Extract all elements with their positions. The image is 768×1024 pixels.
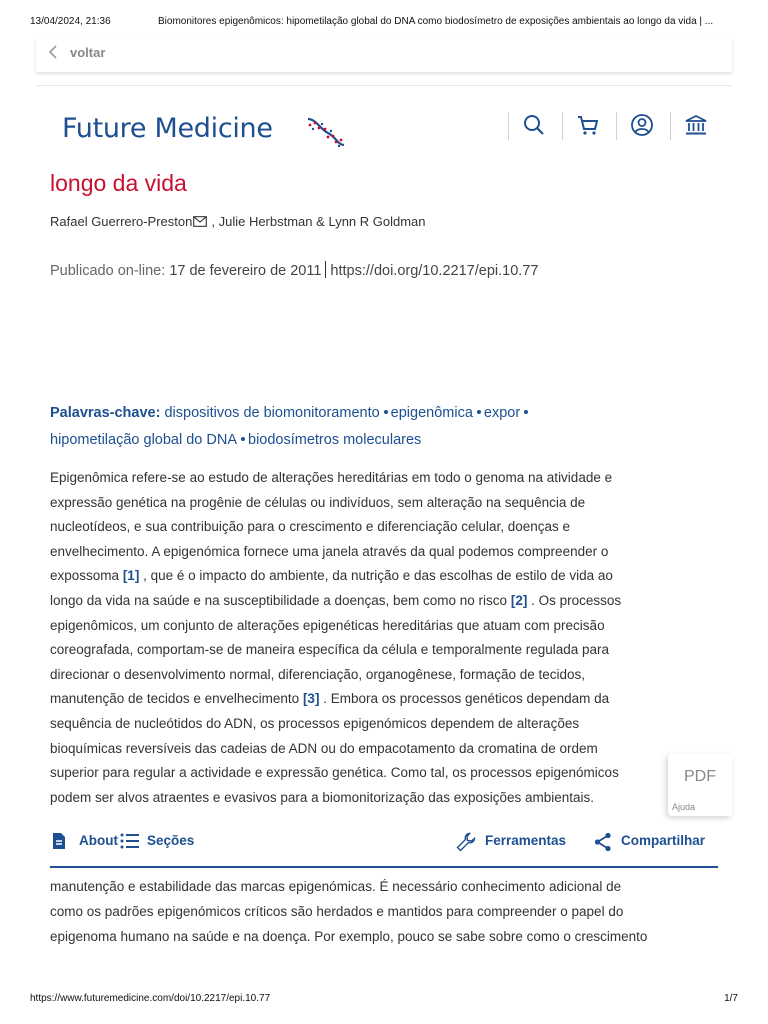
keywords-label: Palavras-chave: (50, 405, 161, 421)
toolbar-separator (616, 112, 617, 140)
body-fragment: , que é o impacto do ambiente, da nutrição e das escolhas de estilo de vida ao (143, 568, 613, 584)
keyword-link[interactable]: dispositivos de biomonitoramento (164, 405, 380, 421)
back-bar (36, 36, 732, 72)
logo-text: Future Medicine (62, 113, 273, 144)
publication-info (50, 261, 538, 279)
header-divider (36, 85, 732, 86)
body-line: podem ser alvos atraentes e evasivos para a biomonitorização das exposições ambientais. (50, 789, 595, 805)
body-line: bioquímicas reversíveis das cadeias de ADN ou do empacotamento da cromatina de ordem (50, 740, 598, 756)
tools-label: Ferramentas (485, 833, 567, 848)
body-line: expressão genética na progênie de células ou indivíduos, sem alteração na sequência de (50, 494, 586, 510)
chevron-left-icon[interactable] (48, 45, 62, 61)
article-title: longo da vida (50, 170, 187, 196)
body-line: envelhecimento. A epigenómica fornece uma janela através da qual podemos compreender o (50, 543, 609, 559)
account-button[interactable] (616, 108, 660, 144)
list-icon (120, 832, 140, 850)
body-line (50, 589, 718, 614)
body-line: sequência de nucleótidos do ADN, os processos epigenómicos dependem de alterações (50, 715, 580, 731)
pdf-help-tab[interactable] (668, 754, 732, 816)
author-separator: & (316, 214, 325, 229)
body-line: Epigenômica refere-se ao estudo de alterações hereditárias em todo o genoma na atividade e (50, 470, 613, 485)
print-page-number: 1/7 (724, 993, 738, 1004)
keyword-link[interactable]: biodosímetros moleculares (248, 432, 422, 448)
share-button[interactable] (594, 832, 724, 852)
print-header (30, 16, 738, 30)
reference-link-2[interactable]: [2] (510, 592, 528, 608)
body-fragment: . Embora os processos genéticos dependam da (323, 691, 610, 707)
back-button[interactable]: voltar (70, 45, 106, 60)
cookie-mask (36, 72, 732, 84)
author-link[interactable]: Lynn R Goldman (328, 214, 426, 229)
body-line: coreografada, comportam-se de maneira específica da célula e temporalmente regulada para (50, 642, 610, 658)
search-button[interactable] (508, 108, 552, 144)
search-icon (522, 113, 546, 137)
doi-link[interactable]: https://doi.org/10.2217/epi.10.77 (330, 263, 539, 279)
future-medicine-logo[interactable] (62, 113, 273, 153)
body-line: nucleotídeos, e sua contribuição para o crescimento e diferenciação celular, doenças e (50, 519, 571, 535)
body-line: epigenômicos, um conjunto de alterações epigenéticas hereditárias que atuam com precisão (50, 617, 605, 633)
keywords (50, 400, 690, 454)
bullet (524, 410, 528, 414)
body-line (50, 687, 718, 712)
cart-icon (576, 113, 600, 137)
dna-helix-icon (306, 115, 346, 149)
toolbar-separator (670, 112, 671, 140)
keyword-link[interactable]: expor (483, 405, 521, 421)
sections-label: Seções (147, 833, 195, 848)
share-icon (594, 832, 612, 852)
print-url: https://www.futuremedicine.com/doi/10.2217/epi.10.77 (30, 993, 271, 1004)
toolbar-separator (508, 112, 509, 140)
body-fragment: expossoma (50, 568, 120, 584)
sections-button[interactable] (120, 832, 210, 852)
institution-button[interactable] (670, 108, 714, 144)
author-list (50, 214, 426, 229)
about-button[interactable] (52, 832, 122, 852)
cart-button[interactable] (562, 108, 606, 144)
user-icon (630, 113, 654, 137)
institution-icon (684, 113, 708, 137)
bullet (477, 410, 481, 414)
print-page-title: Biomonitores epigenômicos: hipometilação global do DNA como biodosímetro de exposições ambientais ao longo da vida | ... (158, 16, 714, 27)
author-separator: , (211, 214, 215, 229)
print-timestamp: 13/04/2024, 21:36 (30, 16, 111, 27)
article-body (50, 466, 718, 810)
document-icon (52, 832, 66, 850)
reference-link-3[interactable]: [3] (302, 691, 320, 707)
toolbar-separator (562, 112, 563, 140)
divider (325, 261, 326, 278)
tools-button[interactable] (456, 832, 586, 852)
print-footer (30, 993, 738, 1007)
body-line: superior para regular a actividade e expressão genética. Como tal, os processos epigenómicos (50, 765, 619, 781)
body-fragment: manutenção de tecidos e envelhecimento (50, 691, 300, 707)
author-link[interactable]: Julie Herbstman (218, 214, 313, 229)
pdf-button[interactable]: PDF (684, 768, 716, 785)
article-tools-bar (36, 818, 732, 868)
tools-bar-underline (50, 866, 718, 868)
body-fragment: . Os processos (531, 592, 622, 608)
bullet (241, 437, 245, 441)
bullet (384, 410, 388, 414)
author-link[interactable]: Rafael Guerrero-Preston (50, 214, 193, 229)
help-button[interactable]: Ajuda (672, 802, 696, 812)
body-fragment: longo da vida na saúde e na susceptibilidade a doenças, bem como no risco (50, 592, 508, 608)
reference-link-1[interactable]: [1] (122, 568, 140, 584)
body-line: epigenoma humano na saúde e na doença. Por exemplo, pouco se sabe sobre como o crescimento (50, 929, 648, 944)
published-date: 17 de fevereiro de 2011 (169, 263, 322, 279)
body-line (50, 564, 718, 589)
body-line: como os padrões epigenómicos críticos são herdados e mantidos para compreender o papel do (50, 904, 624, 919)
about-label: About (79, 833, 118, 848)
body-line: manutenção e estabilidade das marcas epigenómicas. É necessário conhecimento adicional de (50, 879, 622, 894)
share-label: Compartilhar (621, 833, 706, 848)
article-body-continued (50, 874, 718, 949)
body-line: direcionar o desenvolvimento normal, diferenciação, organogênese, formação de tecidos, (50, 666, 586, 682)
mail-icon[interactable] (193, 216, 207, 227)
wrench-icon (456, 832, 476, 852)
keyword-link[interactable]: hipometilação global do DNA (50, 432, 237, 448)
published-label: Publicado on-line: (50, 263, 166, 279)
keyword-link[interactable]: epigenômica (390, 405, 473, 421)
